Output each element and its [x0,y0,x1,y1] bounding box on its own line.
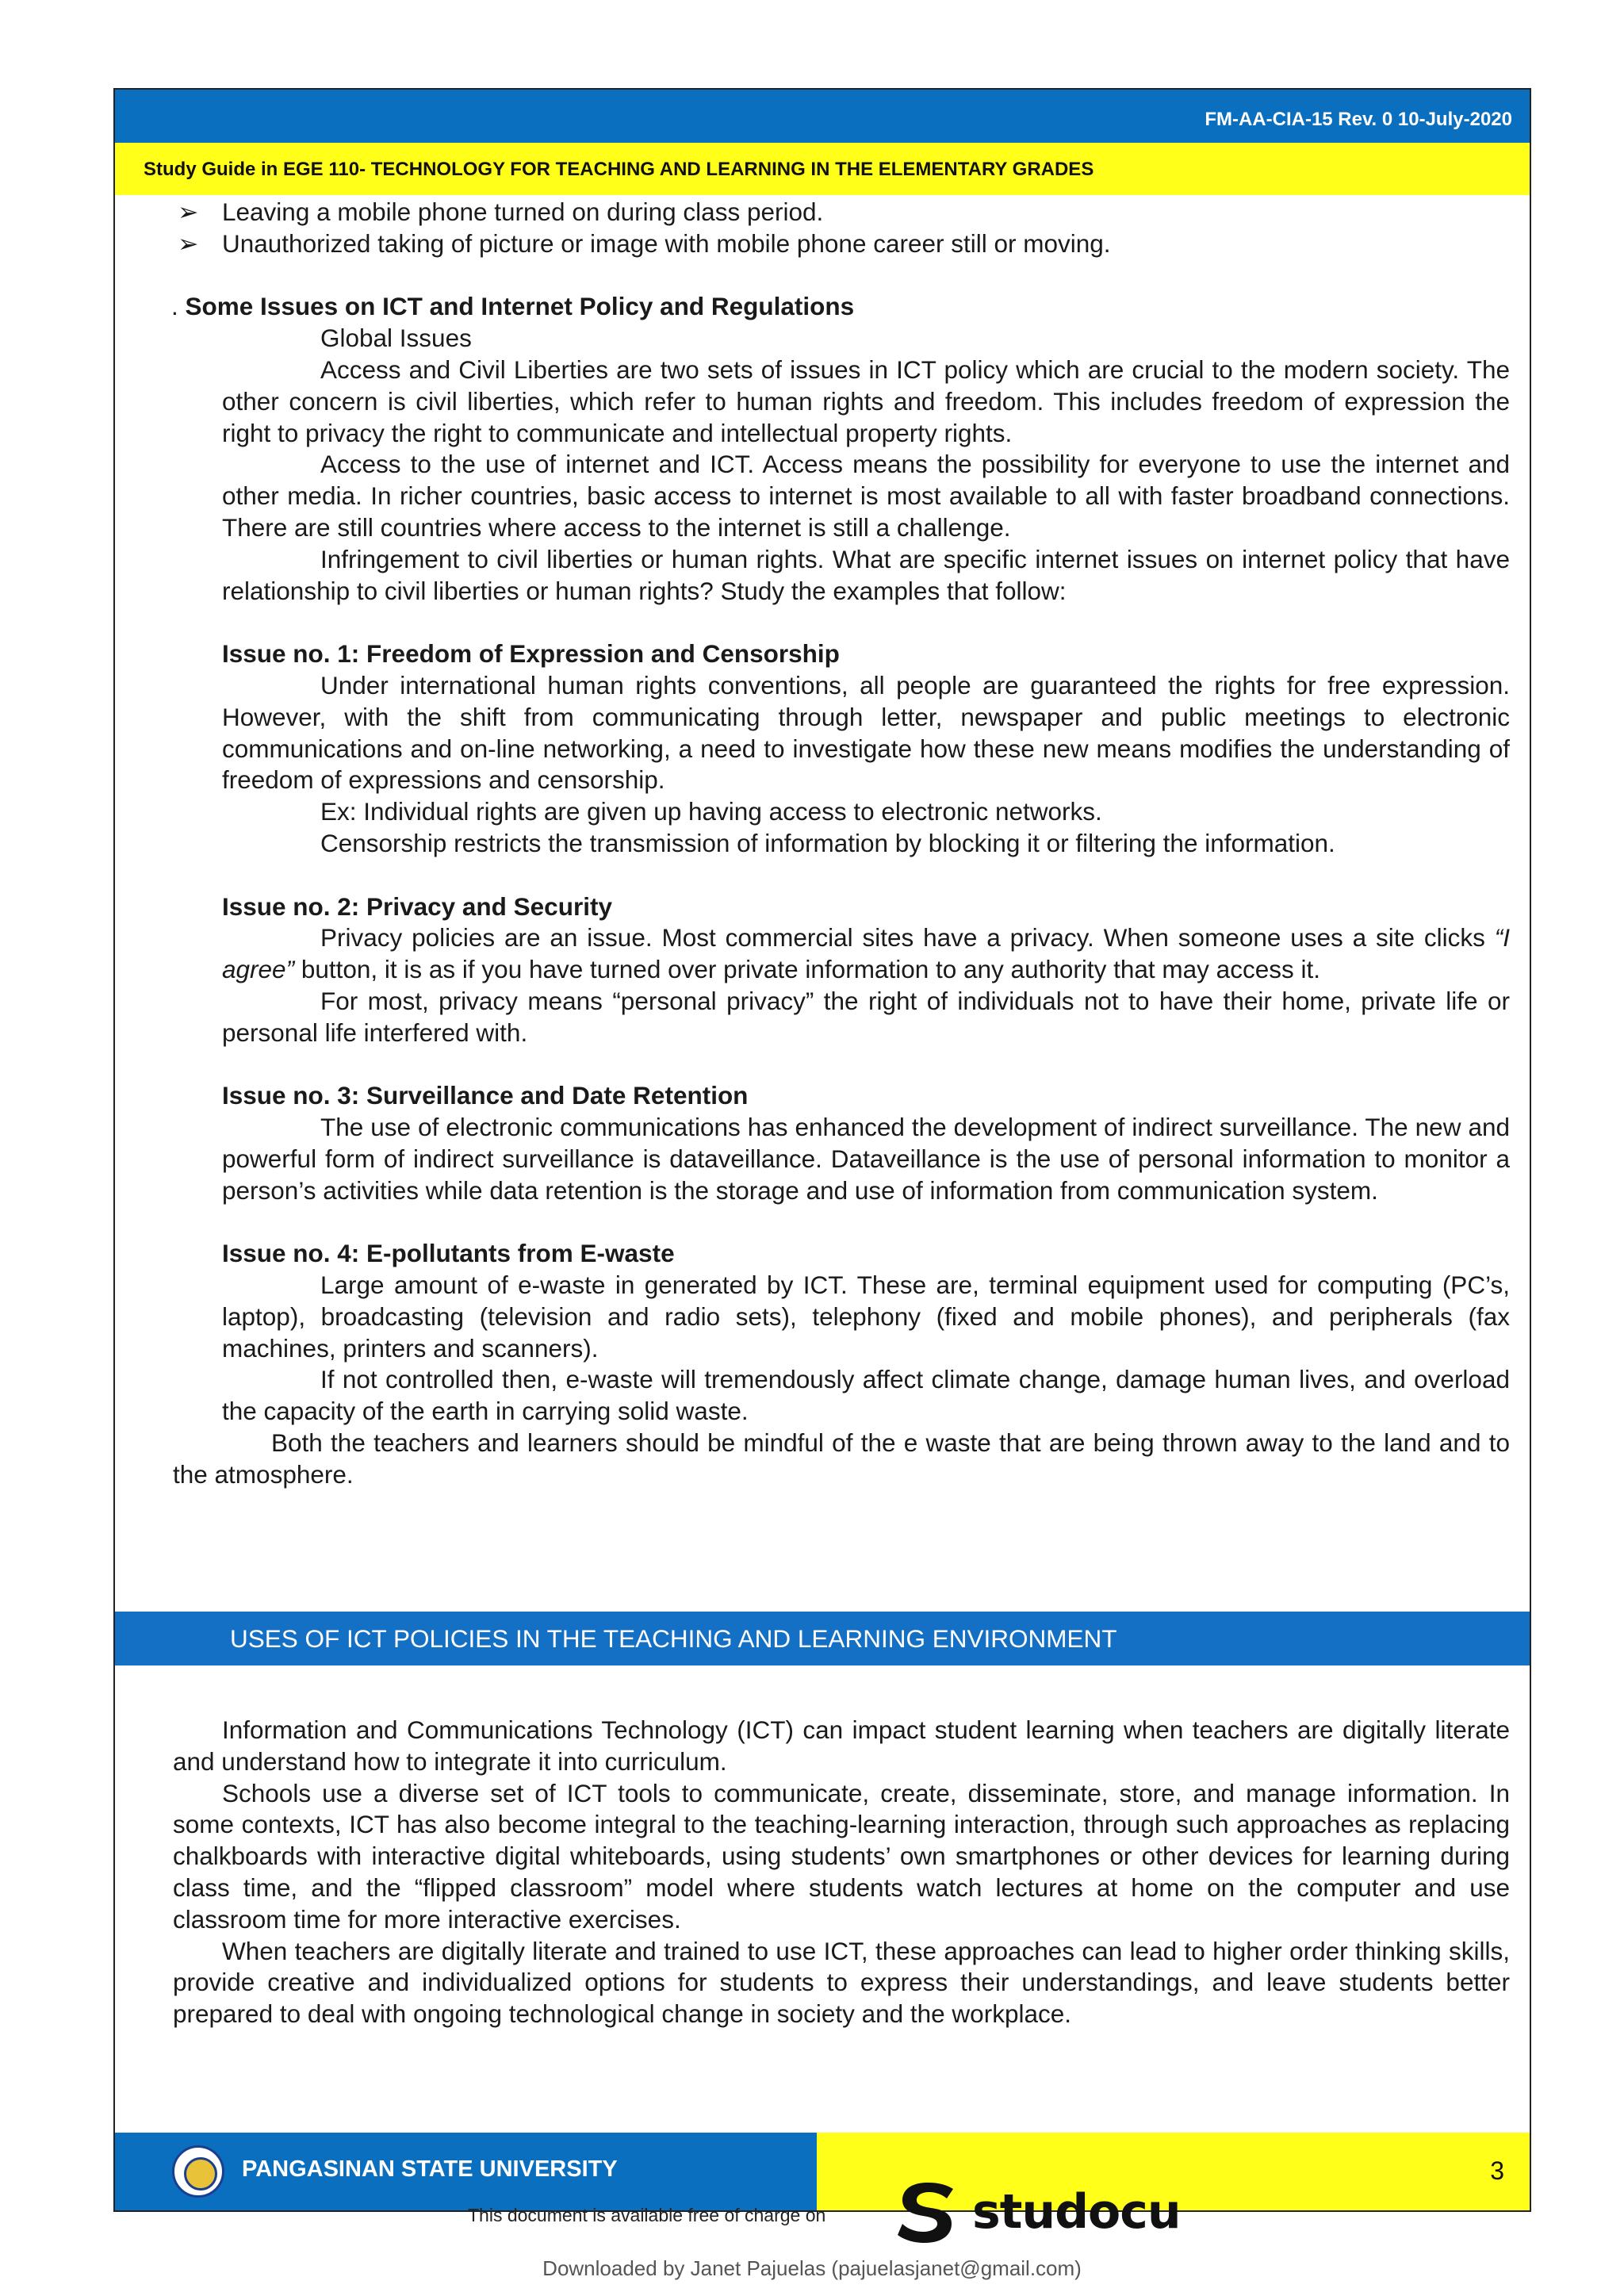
list-item [173,197,1510,228]
page-number: 3 [1490,2156,1504,2185]
arrow-bullet-icon: ➢ [178,197,199,226]
paragraph: Both the teachers and learners should be mindful of the e waste that are being thrown away to the land and to the atmosphere. [173,1428,1510,1489]
paragraph: Access to the use of internet and ICT. Access means the possibility for everyone to use the internet and other media. In richer countries, basic access to internet is most available to all with faster broadband connections. There are still countries where access to the internet is still a challenge. [222,450,1510,542]
section-header-bar [115,1612,1530,1665]
paragraph: Privacy policies are an issue. Most commercial sites have a privacy. When someone uses a site clicks “I agree” button, it is as if you have turned over private information to any authority that may access it. [222,923,1510,984]
arrow-bullet-icon: ➢ [178,228,199,258]
paragraph: Schools use a diverse set of ICT tools to communicate, create, disseminate, store, and manage information. In some contexts, ICT has also become integral to the teaching-learning interaction, through such approaches as replacing chalkboards with interactive digital whiteboards, using students’ own smartphones or other devices for learning during class time, and the “flipped classroom” model where students watch lectures at home on the computer and use classroom time for more interactive exercises. [173,1778,1510,1934]
header-bar [115,90,1530,143]
paragraph: For most, privacy means “personal privacy” the right of individuals not to have their home, private life or personal life interfered with. [222,986,1510,1047]
bullet-text: Unauthorized taking of picture or image with mobile phone career still or moving. [222,228,1111,258]
section-title: USES OF ICT POLICIES IN THE TEACHING AND LEARNING ENVIRONMENT [230,1624,1117,1653]
form-code: FM-AA-CIA-15 Rev. 0 10-July-2020 [1205,109,1512,130]
paragraph: When teachers are digitally literate and trained to use ICT, these approaches can lead to higher order thinking skills, provide creative and individualized options for students to express their understandings, and leave students better prepared to deal with ongoing technological change in society and the workplace. [173,1936,1510,2029]
main-content [173,197,1510,1491]
paragraph: If not controlled then, e-waste will tremendously affect climate change, damage human lives, and overload the capacity of the earth in carrying solid waste. [222,1365,1510,1426]
studocu-logo[interactable] [896,2179,1181,2243]
paragraph: Infringement to civil liberties or human rights. What are specific internet issues on internet policy that have relationship to civil liberties or human rights? Study the examples that follow: [222,544,1510,605]
paragraph: The use of electronic communications has enhanced the development of indirect surveillance. The new and powerful form of indirect surveillance is dataveillance. Dataveillance is the use of personal information to monitor a person’s activities while data retention is the storage and use of information from communication system. [222,1113,1510,1205]
study-guide-title: Study Guide in EGE 110- TECHNOLOGY FOR TEACHING AND LEARNING IN THE ELEMENTARY GRADES [144,159,1094,180]
paragraph: Under international human rights conventions, all people are guaranteed the rights for free expression. However, with the shift from communicating through letter, newspaper and public meetings to electronic communications and on-line networking, a need to investigate how these new means modifies the understanding of freedom of expressions and censorship. [222,670,1510,795]
issue-heading: Issue no. 2: Privacy and Security [222,891,612,921]
paragraph: Ex: Individual rights are given up having access to electronic networks. [320,797,1102,826]
study-guide-bar [115,143,1530,195]
studocu-mark-icon [896,2179,967,2243]
download-notice: Downloaded by Janet Pajuelas (pajuelasjanet@gmail.com) [542,2256,1082,2280]
paragraph: Information and Communications Technology (ICT) can impact student learning when teachers are digitally literate and understand how to integrate it into curriculum. [173,1715,1510,1776]
studocu-wordmark: studocu [972,2184,1181,2240]
availability-note: This document is available free of charge on [468,2205,826,2225]
paragraph: Access and Civil Liberties are two sets of issues in ICT policy which are crucial to the modern society. The other concern is civil liberties, which refer to human rights and freedom. This includes freedom of expression the right to privacy the right to communicate and intellectual property rights. [222,355,1510,447]
university-seal-icon [172,2145,224,2198]
footer-university-bar [115,2133,817,2210]
paragraph: Large amount of e-waste in generated by ICT. These are, terminal equipment used for computing (PC’s, laptop), broadcasting (television and radio sets), telephony (fixed and mobile phones), and peripherals (fax machines, printers and scanners). [222,1271,1510,1363]
list-item [173,228,1510,260]
issue-heading: Issue no. 4: E-pollutants from E-waste [222,1239,675,1268]
paragraph: Censorship restricts the transmission of information by blocking it or filtering the information. [320,828,1335,857]
section-content [173,1715,1510,2030]
university-name: PANGASINAN STATE UNIVERSITY [242,2156,618,2182]
issue-heading: Issue no. 3: Surveillance and Date Retention [222,1081,749,1110]
global-issues-label: Global Issues [320,324,472,353]
issues-heading: . Some Issues on ICT and Internet Policy and Regulations [171,292,855,321]
issue-heading: Issue no. 1: Freedom of Expression and Censorship [222,639,840,669]
bullet-text: Leaving a mobile phone turned on during class period. [222,197,824,226]
